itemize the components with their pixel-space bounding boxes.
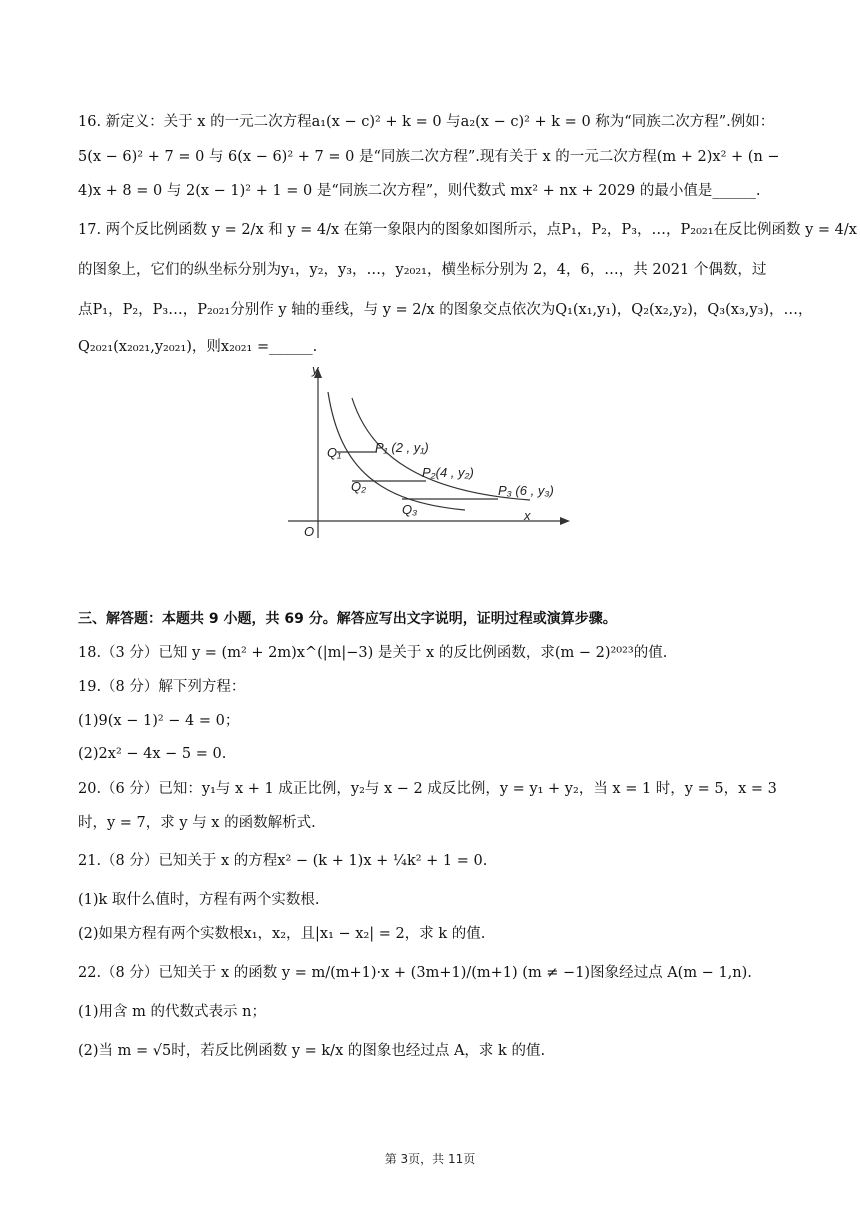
q16-line-2: 5(x − 6)² + 7 = 0 与 6(x − 6)² + 7 = 0 是“同族二次方程”.现有关于 x 的一元二次方程(m + 2)x² + (n − [78,149,780,165]
q17-line-3: 点P₁，P₂，P₃…，P₂₀₂₁分别作 y 轴的垂线，与 y = 2/x 的图象交点依次为Q₁(x₁,y₁)，Q₂(x₂,y₂)，Q₃(x₃,y₃)，…， [78,302,813,318]
graph-q1-label: Q₁ [327,445,342,460]
q16-line-1: 16. 新定义：关于 x 的一元二次方程a₁(x − c)² + k = 0 与a₂(x − c)² + k = 0 称为“同族二次方程”.例如： [78,114,775,130]
q17-line-2: 的图象上，它们的纵坐标分别为y₁，y₂，y₃，…，y₂₀₂₁，横坐标分别为 2，4，6，…，共 2021 个偶数，过 [78,262,767,278]
graph-x-label: x [524,508,531,523]
q17-line-4: Q₂₀₂₁(x₂₀₂₁,y₂₀₂₁)，则x₂₀₂₁ =______. [78,339,318,355]
q22-stem: 22.（8 分）已知关于 x 的函数 y = m/(m+1)·x + (3m+1)/(m+1) (m ≠ −1)图象经过点 A(m − 1,n). [78,965,752,981]
section-3-heading: 三、解答题：本题共 9 小题，共 69 分。解答应写出文字说明，证明过程或演算步骤。 [78,611,617,627]
page-footer: 第 3页，共 11页 [384,1152,476,1166]
q20-line-1: 20.（6 分）已知：y₁与 x + 1 成正比例，y₂与 x − 2 成反比例，y = y₁ + y₂，当 x = 1 时，y = 5，x = 3 [78,781,777,797]
graph-y-label: y [312,362,319,377]
q19-stem: 19.（8 分）解下列方程： [78,679,246,695]
q19-part-2: (2)2x² − 4x − 5 = 0. [78,746,227,762]
q18: 18.（3 分）已知 y = (m² + 2m)x^(|m|−3) 是关于 x 的反比例函数，求(m − 2)²⁰²³的值. [78,645,668,661]
q21-stem: 21.（8 分）已知关于 x 的方程x² − (k + 1)x + ¼k² + 1 = 0. [78,853,488,869]
graph-origin-label: O [304,524,315,539]
q20-line-2: 时，y = 7，求 y 与 x 的函数解析式. [78,815,316,831]
q19-part-1: (1)9(x − 1)² − 4 = 0； [78,713,240,729]
x-axis-arrow [560,517,570,525]
inverse-proportion-graph [280,360,580,542]
q21-part-2: (2)如果方程有两个实数根x₁，x₂，且|x₁ − x₂| = 2，求 k 的值. [78,926,486,942]
graph-p1-label: P₁ (2 , y₁) [375,440,429,455]
q22-part-2: (2)当 m = √5时，若反比例函数 y = k/x 的图象也经过点 A，求 k 的值. [78,1043,546,1059]
graph-q2-label: Q₂ [351,479,367,494]
q16-line-3: 4)x + 8 = 0 与 2(x − 1)² + 1 = 0 是“同族二次方程”，则代数式 mx² + nx + 2029 的最小值是______. [78,183,761,199]
graph-p2-label: P₂(4 , y₂) [422,465,474,480]
q17-line-1: 17. 两个反比例函数 y = 2/x 和 y = 4/x 在第一象限内的图象如图所示，点P₁，P₂，P₃，…，P₂₀₂₁在反比例函数 y = 4/x [78,222,857,238]
q21-part-1: (1)k 取什么值时，方程有两个实数根. [78,892,320,908]
graph-q3-label: Q₃ [402,502,418,517]
graph-p3-label: P₃ (6 , y₃) [498,483,554,498]
q22-part-1: (1)用含 m 的代数式表示 n； [78,1004,266,1020]
